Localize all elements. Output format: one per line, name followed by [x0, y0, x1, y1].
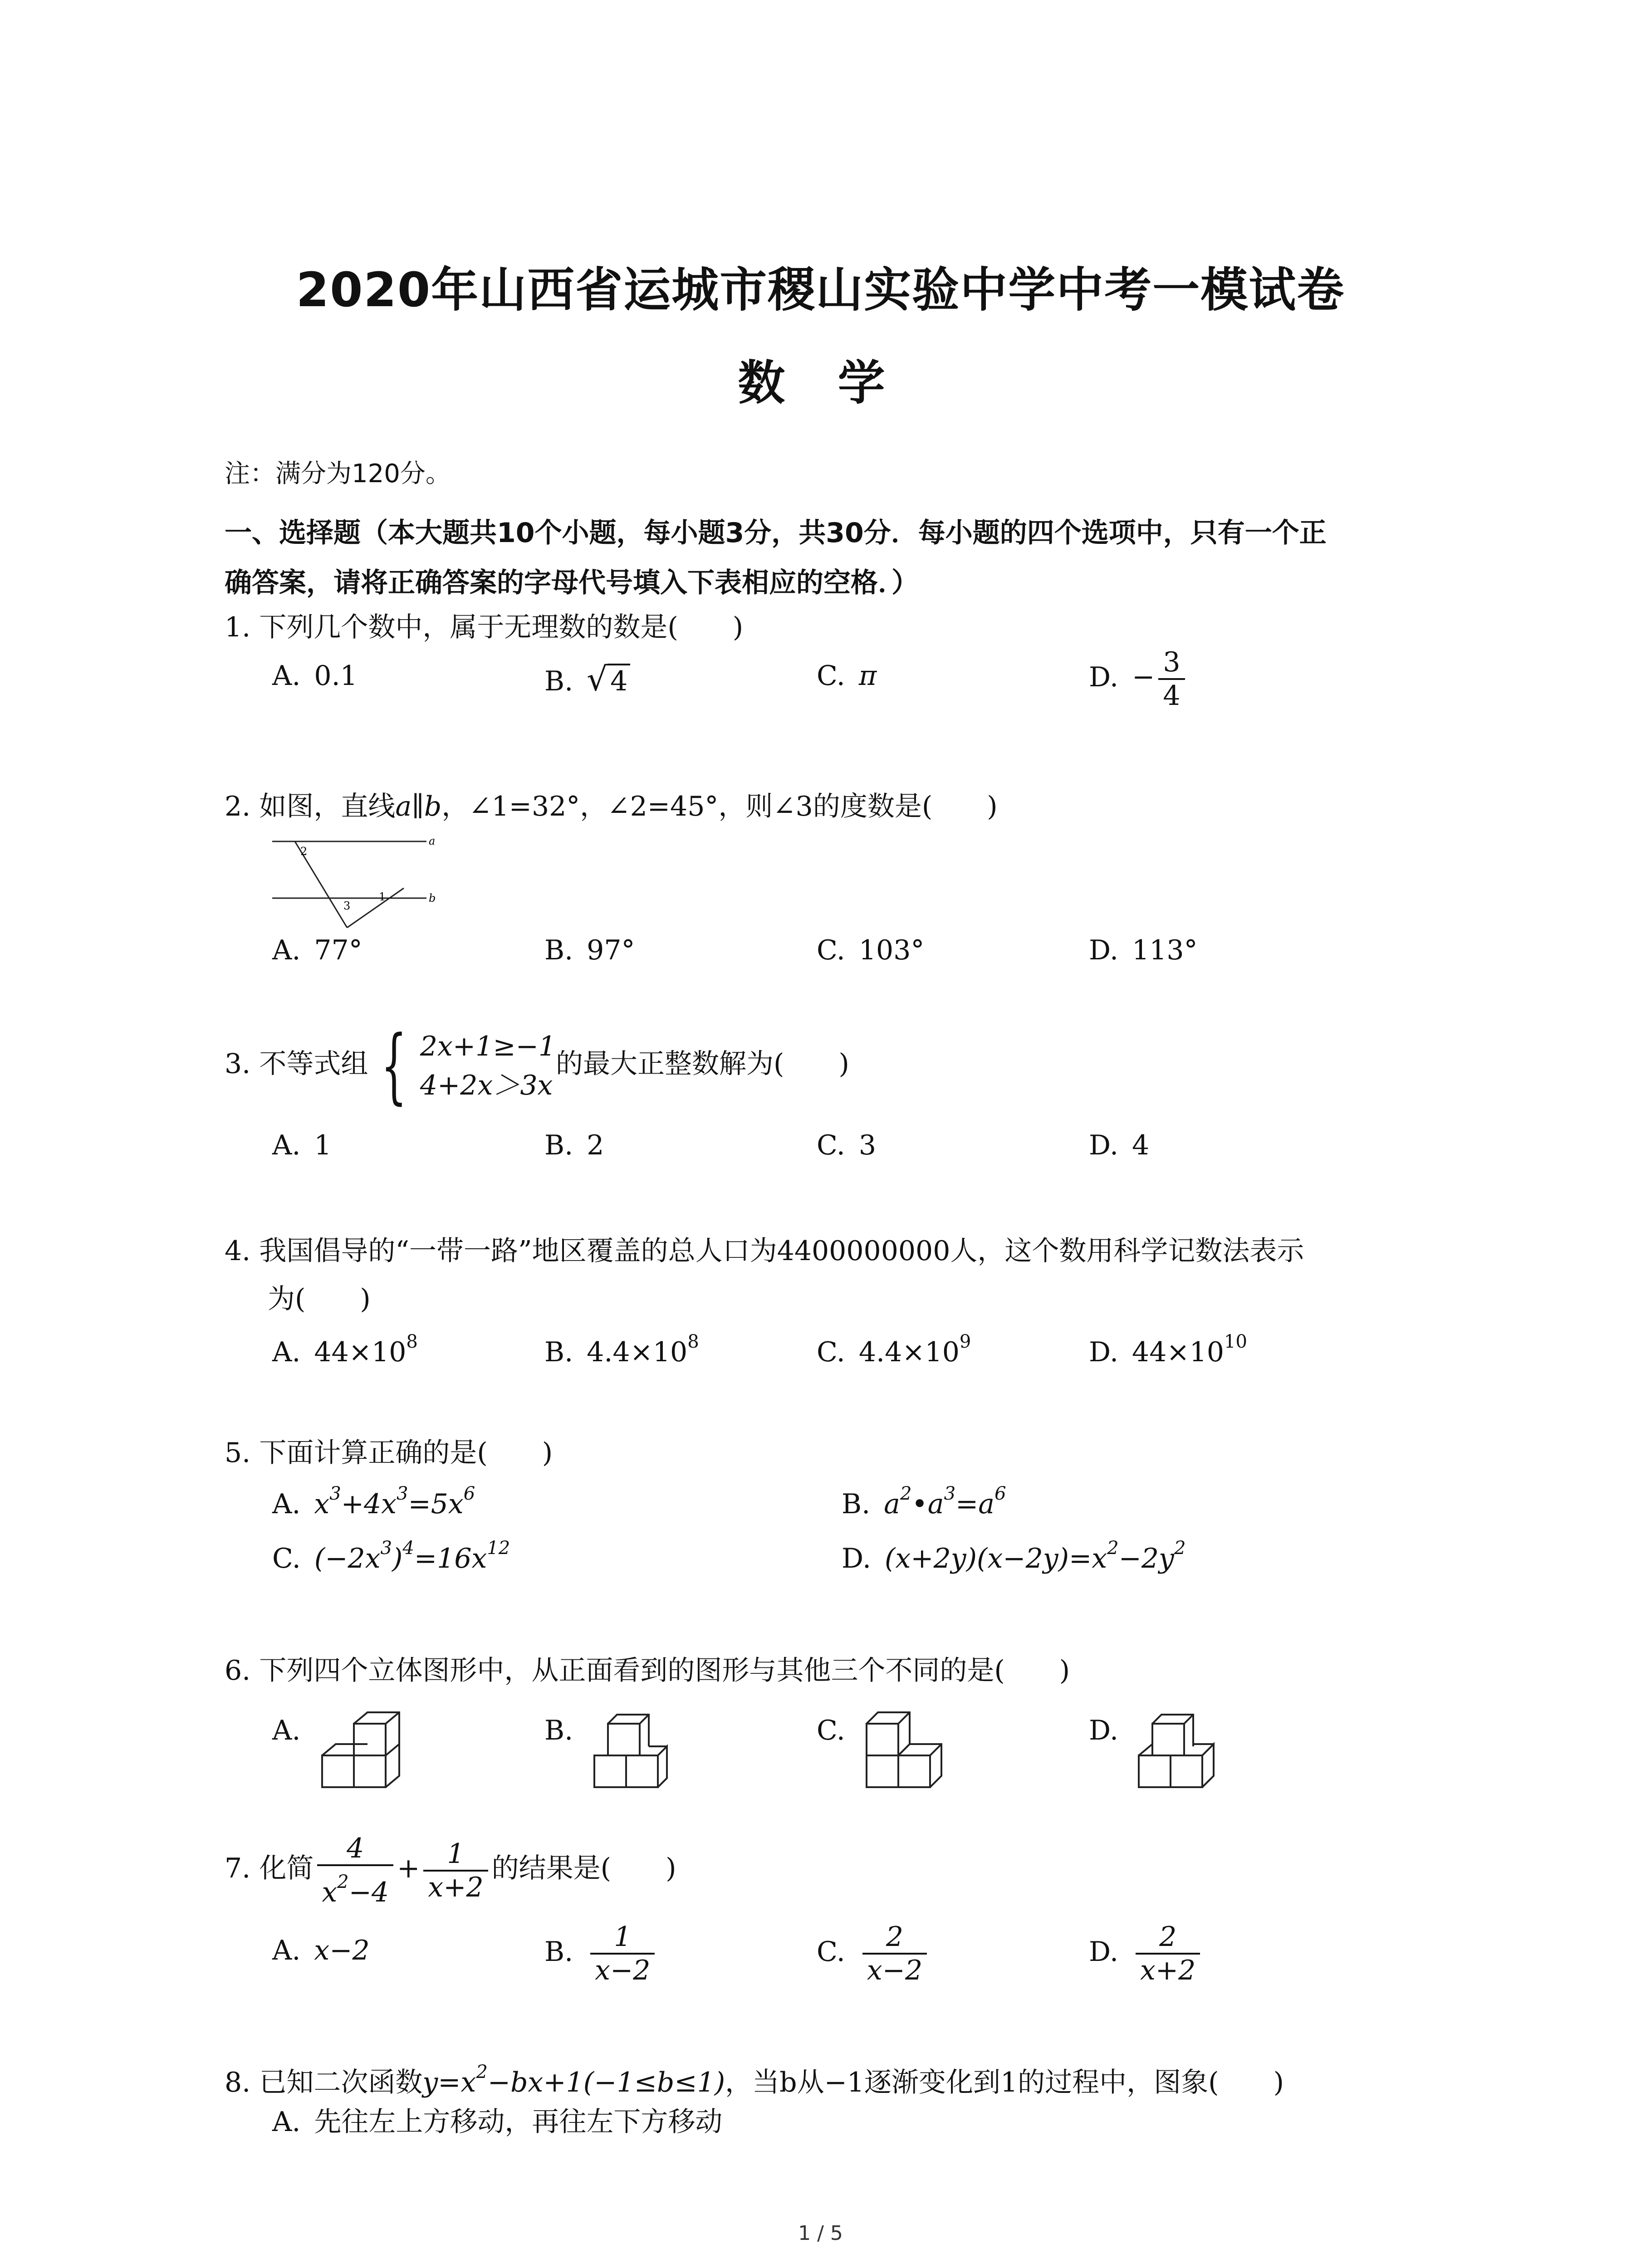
q2-option-b	[544, 934, 635, 966]
option-label: A.	[272, 2106, 301, 2138]
option-label: D.	[1089, 1936, 1119, 1968]
fraction	[1158, 646, 1185, 712]
expr-part: =5x	[408, 1488, 464, 1520]
q2-option-a	[272, 934, 362, 966]
numerator: 1	[423, 1838, 488, 1872]
expr-part: x	[314, 1488, 330, 1520]
question-5-stem: 5. 下面计算正确的是( )	[225, 1437, 553, 1469]
power-exponent: 9	[959, 1331, 971, 1352]
option-label: D.	[1089, 1715, 1119, 1746]
option-text: π	[858, 660, 877, 692]
section-heading-line2: 确答案，请将正确答案的字母代号填入下表相应的空格．）	[225, 567, 919, 599]
stem-text: 2. 如图，直线	[225, 791, 396, 822]
page-number: 1 / 5	[798, 2222, 843, 2245]
expr-part: (−2x	[314, 1543, 381, 1574]
question-8-stem	[225, 2048, 1284, 2107]
q2-option-d	[1089, 934, 1198, 966]
question-7-options	[272, 1921, 1543, 1994]
power-base: 4.4×10	[587, 1336, 688, 1368]
solid-figure-c	[862, 1706, 962, 1796]
q1-option-d	[1089, 646, 1189, 712]
numerator: 1	[590, 1921, 655, 1955]
fraction	[1136, 1921, 1200, 1986]
option-label: C.	[817, 1129, 845, 1161]
option-label: C.	[817, 660, 845, 692]
option-label: A.	[272, 1129, 301, 1161]
question-6-stem: 6. 下列四个立体图形中，从正面看到的图形与其他三个不同的是( )	[225, 1655, 1070, 1686]
question-5-options-row2	[272, 1538, 1543, 1592]
numerator: 2	[862, 1921, 927, 1955]
angle-2-label: 2	[300, 845, 308, 858]
question-2-stem	[225, 782, 998, 831]
denominator: x−2	[595, 1955, 651, 1986]
expr-exponent: 4	[402, 1538, 414, 1559]
power-exponent: 10	[1224, 1331, 1247, 1352]
radicand: 4	[607, 664, 630, 697]
q1-option-b	[544, 660, 630, 698]
power-base: 4.4×10	[858, 1336, 960, 1368]
denominator: x−2	[867, 1955, 923, 1986]
q8-option-a	[272, 2100, 722, 2139]
q1-option-a	[272, 660, 358, 692]
q5-option-d	[842, 1538, 1185, 1574]
option-label: B.	[544, 1129, 573, 1161]
q5-option-c	[272, 1538, 510, 1574]
function-part: y=x	[422, 2067, 476, 2098]
denominator: x+2	[1140, 1955, 1196, 1986]
stem-text: 8. 已知二次函数	[225, 2067, 423, 2098]
expr-exponent: 2	[1107, 1538, 1119, 1559]
stem-line-2: 为( )	[268, 1283, 371, 1315]
label-a: a	[429, 835, 436, 847]
stem-text: 的结果是( )	[491, 1853, 676, 1885]
option-text: 先往左上方移动，再往左下方移动	[314, 2106, 723, 2138]
expr-exponent: 2	[900, 1483, 912, 1504]
option-label: C.	[272, 1543, 301, 1574]
q1-option-c	[817, 660, 877, 692]
den-rest: −4	[348, 1877, 389, 1908]
transversal-right	[347, 888, 404, 928]
stem-text: 3. 不等式组	[225, 1048, 368, 1080]
solid-figure-a	[318, 1706, 417, 1796]
question-2-options	[272, 934, 1543, 989]
q7-option-a	[272, 1935, 370, 1966]
den-exponent: 2	[337, 1872, 349, 1892]
option-label: D.	[842, 1543, 872, 1574]
option-label: A.	[272, 934, 301, 966]
option-label: B.	[544, 665, 573, 697]
power-base: 44×10	[314, 1336, 407, 1368]
option-text: 4	[1132, 1129, 1150, 1161]
stem-text: ，当b从−1逐渐变化到1的过程中，图象( )	[725, 2067, 1284, 2098]
stem-text: 7. 化简	[225, 1853, 314, 1885]
function-part: −bx+1(−1≤b≤1)	[487, 2067, 725, 2098]
fraction-1	[317, 1833, 393, 1908]
option-label: A.	[272, 1715, 301, 1746]
q6-option-d	[1089, 1715, 1132, 1746]
question-4-options	[272, 1331, 1543, 1386]
score-note: 注：满分为120分。	[225, 459, 451, 489]
numerator: 2	[1136, 1921, 1200, 1955]
solid-figure-d	[1134, 1706, 1243, 1796]
q5-option-b	[842, 1483, 1006, 1520]
q3-option-b	[544, 1129, 604, 1161]
section-heading	[225, 508, 1450, 608]
option-label: B.	[842, 1488, 871, 1520]
q6-option-c	[817, 1715, 859, 1746]
expr-exponent: 3	[944, 1483, 956, 1504]
stem-math: a∥b	[395, 791, 442, 822]
expr-part: −2y	[1118, 1543, 1174, 1574]
expr-part: •a	[911, 1488, 944, 1520]
q7-option-c	[817, 1921, 931, 1986]
expr-exponent: 3	[380, 1538, 392, 1559]
stem-line-1: 4. 我国倡导的“一带一路”地区覆盖的总人口为4400000000人，这个数用科学记数法表示	[225, 1235, 1304, 1267]
option-text: 0.1	[314, 660, 358, 692]
solid-figure-b	[590, 1706, 690, 1796]
function-exponent: 2	[476, 2062, 488, 2082]
option-label: D.	[1089, 1336, 1119, 1368]
stem-text: 的最大正整数解为( )	[556, 1048, 849, 1080]
plus-sign: +	[397, 1853, 420, 1885]
expr-exponent: 3	[329, 1483, 341, 1504]
fraction	[590, 1921, 655, 1986]
question-6-options	[272, 1706, 1543, 1796]
inequality-1: 2x+1≥−1	[420, 1031, 556, 1062]
q7-option-b	[544, 1921, 658, 1986]
q3-option-c	[817, 1129, 876, 1161]
expr-exponent: 12	[487, 1538, 510, 1559]
fraction-2	[423, 1838, 488, 1903]
option-text: 77°	[314, 934, 362, 966]
minus-sign: −	[1132, 661, 1155, 693]
question-1-options	[272, 646, 1543, 714]
q4-option-b	[544, 1331, 699, 1368]
option-label: B.	[544, 934, 573, 966]
q5-option-a	[272, 1483, 475, 1520]
section-heading-line1: 一、选择题（本大题共10个小题，每小题3分，共30分．每小题的四个选项中，只有一个正	[225, 517, 1327, 549]
option-label: D.	[1089, 661, 1119, 693]
numerator: 4	[317, 1833, 393, 1866]
stem-text: ，∠1=32°，∠2=45°，则∠3的度数是( )	[441, 791, 998, 822]
radical-sign: √	[587, 660, 608, 698]
denominator	[317, 1866, 393, 1908]
option-label: A.	[272, 1488, 301, 1520]
option-label: B.	[544, 1715, 573, 1746]
option-text: 2	[587, 1129, 604, 1161]
q4-option-a	[272, 1331, 418, 1368]
inequality-system	[420, 1027, 556, 1105]
option-label: A.	[272, 1935, 301, 1966]
option-label: B.	[544, 1336, 573, 1368]
q6-option-a	[272, 1715, 314, 1746]
numerator: 3	[1158, 646, 1185, 680]
option-text: 97°	[587, 934, 635, 966]
option-text: 3	[858, 1129, 877, 1161]
denominator: x+2	[428, 1871, 484, 1903]
q4-option-c	[817, 1331, 971, 1368]
option-label: B.	[544, 1936, 573, 1968]
exam-title: 2020年山西省运城市稷山实验中学中考一模试卷	[296, 262, 1345, 318]
angle-3-label: 3	[343, 899, 351, 912]
question-4-stem	[225, 1227, 1472, 1323]
power-base: 44×10	[1132, 1336, 1225, 1368]
subject-title: 数 学	[738, 355, 903, 411]
option-label: D.	[1089, 1129, 1119, 1161]
question-3-stem	[225, 1018, 849, 1113]
option-label: A.	[272, 1336, 301, 1368]
expr-part: =a	[955, 1488, 995, 1520]
label-b: b	[429, 892, 436, 904]
q3-option-a	[272, 1129, 332, 1161]
expr-part: )	[392, 1543, 403, 1574]
question-1-stem: 1. 下列几个数中，属于无理数的数是( )	[225, 611, 744, 643]
option-text: x−2	[314, 1935, 370, 1966]
expr-exponent: 6	[994, 1483, 1006, 1504]
question-5-options-row1	[272, 1483, 1543, 1538]
power-exponent: 8	[406, 1331, 418, 1352]
expr-exponent: 3	[397, 1483, 408, 1504]
question-7-stem	[225, 1833, 676, 1908]
q2-option-c	[817, 934, 924, 966]
power-exponent: 8	[687, 1331, 699, 1352]
expr-exponent: 2	[1174, 1538, 1186, 1559]
option-label: C.	[817, 1336, 845, 1368]
angle-1-label: 1	[379, 890, 386, 903]
question-8-options	[272, 2100, 1543, 2155]
question-3-options	[272, 1129, 1543, 1184]
q7-option-d	[1089, 1921, 1204, 1986]
expr-exponent: 6	[463, 1483, 475, 1504]
option-label: C.	[817, 1936, 845, 1968]
den-base: x	[322, 1877, 338, 1908]
expr-part: +4x	[341, 1488, 397, 1520]
expr-part: (x+2y)(x−2y)=x	[885, 1543, 1107, 1574]
option-text: 103°	[858, 934, 925, 966]
inequality-2: 4+2x＞3x	[420, 1070, 553, 1101]
option-text: 1	[314, 1129, 332, 1161]
q6-option-b	[544, 1715, 587, 1746]
denominator: 4	[1163, 680, 1181, 712]
expr-part: =16x	[414, 1543, 487, 1574]
option-label: C.	[817, 1715, 845, 1746]
option-text: 113°	[1132, 934, 1198, 966]
option-label: C.	[817, 934, 845, 966]
system-brace: {	[381, 1018, 407, 1113]
q4-option-d	[1089, 1331, 1247, 1368]
expr-part: a	[884, 1488, 900, 1520]
q3-option-d	[1089, 1129, 1149, 1161]
option-label: A.	[272, 660, 301, 692]
parallel-lines-figure	[268, 830, 449, 934]
option-label: D.	[1089, 934, 1119, 966]
fraction	[862, 1921, 927, 1986]
